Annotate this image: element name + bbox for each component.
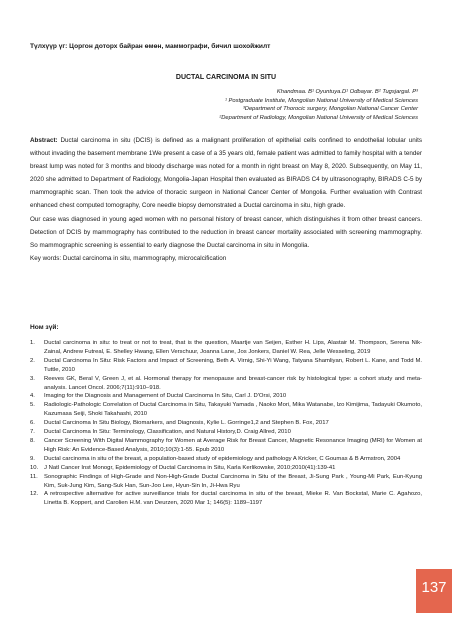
reference-number: 7.	[30, 429, 35, 436]
reference-number: 4.	[30, 393, 35, 400]
article-title: DUCTAL CARCINOMA IN SITU	[175, 74, 277, 81]
mongolian-keywords-line: Түлхүүр үг: Цоргон доторх байран өмөн, маммографи, бичил шохойжилт	[30, 43, 271, 50]
abstract-paragraph-1	[30, 134, 422, 213]
reference-item	[30, 419, 422, 428]
page-number-badge	[416, 569, 452, 613]
affiliation-1: ¹ Postgraduate Institute, Mongolian National University of Medical Sciences	[224, 97, 418, 104]
reference-text: Ductal carcinoma in situ: to treat or not to treat, that is the question, Maartje van Seijen, Esther H. Lips, Alastair M. Thompson, Serena Nik-Zainal, Andrew Futreal, E. Shelley Hwang, Ellen Verschuur, Joanna Lane, Jos Jonkers, Daniel W. Rea, Jelle Wesseling, 2019	[44, 340, 422, 355]
reference-number: 9.	[30, 455, 35, 462]
page-number: 137	[421, 579, 447, 596]
reference-text: A retrospective alternative for active surveillance trials for ductal carcinoma in situ of the breast, Mieke R. Van Bockstal, Marie C. Agahozo, Linetta B. Koppert, and Carolien H.M. van Deurzen, 2020 Mar 1; 146(5): 1189–1197	[44, 491, 422, 507]
reference-text: Ductal Carcinoma In Situ: Risk Factors and Impact of Screening, Beth A. Virnig, Shi-Yi Wang, Tatyana Shamliyan, Robert L. Kane, and Todd M. Tuttle, 2010	[44, 357, 422, 373]
affiliation-3: ²Department of Radiology, Mongolian National University of Medical Sciences	[219, 114, 418, 121]
reference-text: Ductal Carcinoma In Situ Biology, Biomarkers, and Diagnosis, Kylie L. Gorringe1,2 and Stephen B. Fox, 2017	[44, 420, 329, 427]
reference-item	[30, 473, 422, 491]
affiliation-2: ³Department of Thorocic surgery, Mongolian National Cancer Center	[242, 106, 418, 113]
reference-text: Ductal Carcinoma In Situ: Terminology, Classification, and Natural History,D. Craig Allred, 2010	[44, 429, 291, 436]
reference-item	[30, 339, 422, 357]
reference-number: 8.	[30, 437, 35, 444]
reference-number: 2.	[30, 357, 35, 364]
reference-text: Ductal carcinoma in situ of the breast, a population-based study of epidemiology and pathology A Kricker, C Goumas & B Armstron, 2004	[44, 455, 401, 462]
reference-item	[30, 357, 422, 375]
reference-item	[30, 392, 422, 401]
abstract-keywords: Key words: Ductal carcinoma in situ, mammography, microcalcification	[30, 254, 227, 262]
reference-item	[30, 428, 422, 437]
reference-text: Sonographic Findings of High-Grade and Non-High-Grade Ductal Carcinoma in Situ of the Breast, Ji-Sung Park , Young-Mi Park, Eun-Kyung Kim, Suk-Jung Kim, Sang-Suk Han, Sun-Joo Lee, Hyun-Sin In, Ji-Hwa Ryu	[44, 473, 422, 489]
reference-item	[30, 490, 422, 508]
reference-number: 1.	[30, 340, 35, 346]
reference-number: 6.	[30, 420, 35, 427]
reference-number: 12.	[30, 491, 39, 498]
author-names: Khandmaa. B¹ Oyuntuya.D¹ Odbayar. B² Tugsjargal. P³	[276, 89, 418, 95]
author-block	[38, 88, 418, 122]
abstract-label: Abstract:	[30, 137, 58, 144]
references-list	[30, 339, 422, 508]
reference-text: Reeves GK, Beral V, Green J, et al. Hormonal therapy for menopause and breast-cancer risk by histological type: a cohort study and meta-analysis. Lancet Oncol. 2006;7(11):910–918.	[44, 375, 422, 391]
reference-text: Cancer Screening With Digital Mammography for Women at Average Risk for Breast Cancer, Magnetic Resonance Imaging (MRI) for Women at High Risk: An Evidence-Based Analysis, 2010;10(3):1-55. Epub 2010	[44, 437, 422, 453]
reference-number: 10.	[30, 464, 39, 471]
abstract-text-1: Ductal carcinoma in situ (DCIS) is defined as a malignant proliferation of epithelial cells confined to endothelial lobular units without invading the basement membrane 1We present a case of a 35 years old, female patient was admitted to family hospital with a tender breast lump was noted for 3 months and bloody discharge was noted for a month in right breast on May 8, 2020. Subsequently, on May 11, 2020 she admitted to Department of Radiology, Mongolia-Japan Hospital then evaluated as BIRADS C4 by ultrasonography, BIRADS C-5 by mammographic scan. Then took the advice of thoracic surgeon in National Cancer Center of Mongolia. Further evaluation with Contrast enhanced chest computed tomography, Core needle biopsy demonstrated a Ductal carcinoma in situ, high grade.	[30, 137, 422, 210]
reference-number: 11.	[30, 473, 38, 480]
reference-item	[30, 464, 422, 473]
reference-item	[30, 437, 422, 455]
reference-text: Radiologic-Pathologic Correlation of Ductal Carcinoma in Situ, Takayuki Yamada , Naoko Mori, Mika Watanabe, Izo Kimijima, Tadayuki Okumoto, Kazumasa Seiji, Shoki Takahashi, 2010	[44, 402, 422, 418]
reference-text: Imaging for the Diagnosis and Management of Ductal Carcinoma In Situ, Carl J. D'Orsi, 2010	[44, 393, 287, 400]
reference-text: J Natl Cancer Inst Monogr, Epidemiology of Ductal Carcinoma in Situ, Karla Kerlikowske, 2010;2010(41):139-41	[44, 464, 336, 471]
reference-item	[30, 455, 422, 464]
references-heading: Ном зүй:	[30, 324, 59, 331]
reference-item	[30, 401, 422, 419]
reference-item	[30, 375, 422, 393]
abstract-section	[30, 134, 422, 265]
abstract-paragraph-2: Our case was diagnosed in young aged women with no personal history of breast cancer, which distinguishes it from other breast cancers. Detection of DCIS by mammography has contributed to the reduction in breast cancer mortality associated with screening mammography. So mammographic screening is essential to early diagnose the Ductal carcinoma in situ in Mongolia.	[30, 215, 422, 249]
reference-number: 5.	[30, 402, 35, 409]
reference-number: 3.	[30, 375, 35, 382]
